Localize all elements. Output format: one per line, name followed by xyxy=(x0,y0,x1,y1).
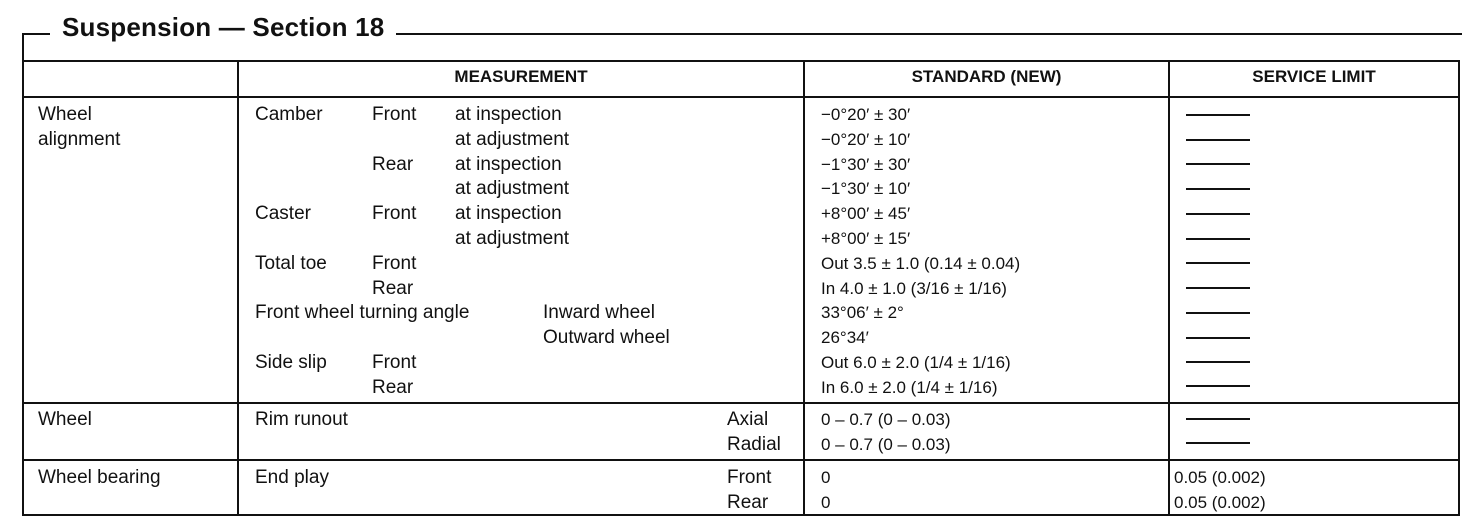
no-limit-dash xyxy=(1186,361,1250,363)
alignment-positions: Front Rear Front Front Rear Front Rear xyxy=(372,104,417,398)
no-limit-dash xyxy=(1186,213,1250,215)
end-play-service-limits: 0.05 (0.002) 0.05 (0.002) xyxy=(1174,468,1266,512)
no-limit-dash xyxy=(1186,312,1250,314)
turning-angle-wheels: Inward wheel Outward wheel xyxy=(543,302,670,348)
header-standard: STANDARD (NEW) xyxy=(911,67,1062,86)
header-service-limit: SERVICE LIMIT xyxy=(1252,67,1376,86)
column-divider xyxy=(1168,60,1170,516)
runout-directions: Axial Radial xyxy=(727,409,781,455)
header-divider xyxy=(22,96,1460,98)
header-measurement: MEASUREMENT xyxy=(454,67,588,86)
no-limit-dash xyxy=(1186,262,1250,264)
no-limit-dash xyxy=(1186,385,1250,387)
no-limit-dash xyxy=(1186,139,1250,141)
no-limit-dash xyxy=(1186,188,1250,190)
alignment-items: Camber Caster Total toe Front wheel turning angle Side slip xyxy=(255,104,470,373)
no-limit-dash xyxy=(1186,337,1250,339)
end-play-positions: Front Rear xyxy=(727,467,772,513)
alignment-conditions: at inspection at adjustment at inspection at adjustment at inspection at adjustment xyxy=(455,104,570,249)
row-divider xyxy=(22,402,1460,404)
group-wheel: Wheel xyxy=(38,409,92,430)
title-rule-tick xyxy=(22,33,24,61)
no-limit-dash xyxy=(1186,442,1250,444)
row-divider xyxy=(22,459,1460,461)
no-limit-dash xyxy=(1186,287,1250,289)
no-limit-dash xyxy=(1186,418,1250,420)
no-limit-dash xyxy=(1186,238,1250,240)
no-limit-dash xyxy=(1186,114,1250,116)
group-wheel-alignment: Wheel alignment xyxy=(38,104,121,150)
runout-standards: 0 – 0.7 (0 – 0.03) 0 – 0.7 (0 – 0.03) xyxy=(821,410,951,454)
column-divider xyxy=(803,60,805,516)
rim-runout-label: Rim runout xyxy=(255,409,348,430)
alignment-standards: −0°20′ ± 30′ −0°20′ ± 10′ −1°30′ ± 30′ −1°30′ ± 10′ +8°00′ ± 45′ +8°00′ ± 15′ Out 3.5 ± 1.0 (0.14 ± 0.04) In 4.0 ± 1.0 (3/16 ± 1/16) 33°06′ ± 2° 26°34′ Out 6.0 ± 2.0 (1/4 ± 1/16) In 6.0 ± 2.0 (1/4 ± 1/16) xyxy=(821,105,1021,397)
no-limit-dash xyxy=(1186,163,1250,165)
column-divider xyxy=(237,60,239,516)
end-play-standards: 0 0 xyxy=(821,468,831,512)
group-wheel-bearing: Wheel bearing xyxy=(38,467,161,488)
end-play-label: End play xyxy=(255,467,329,488)
section-title: Suspension — Section 18 xyxy=(50,12,396,43)
